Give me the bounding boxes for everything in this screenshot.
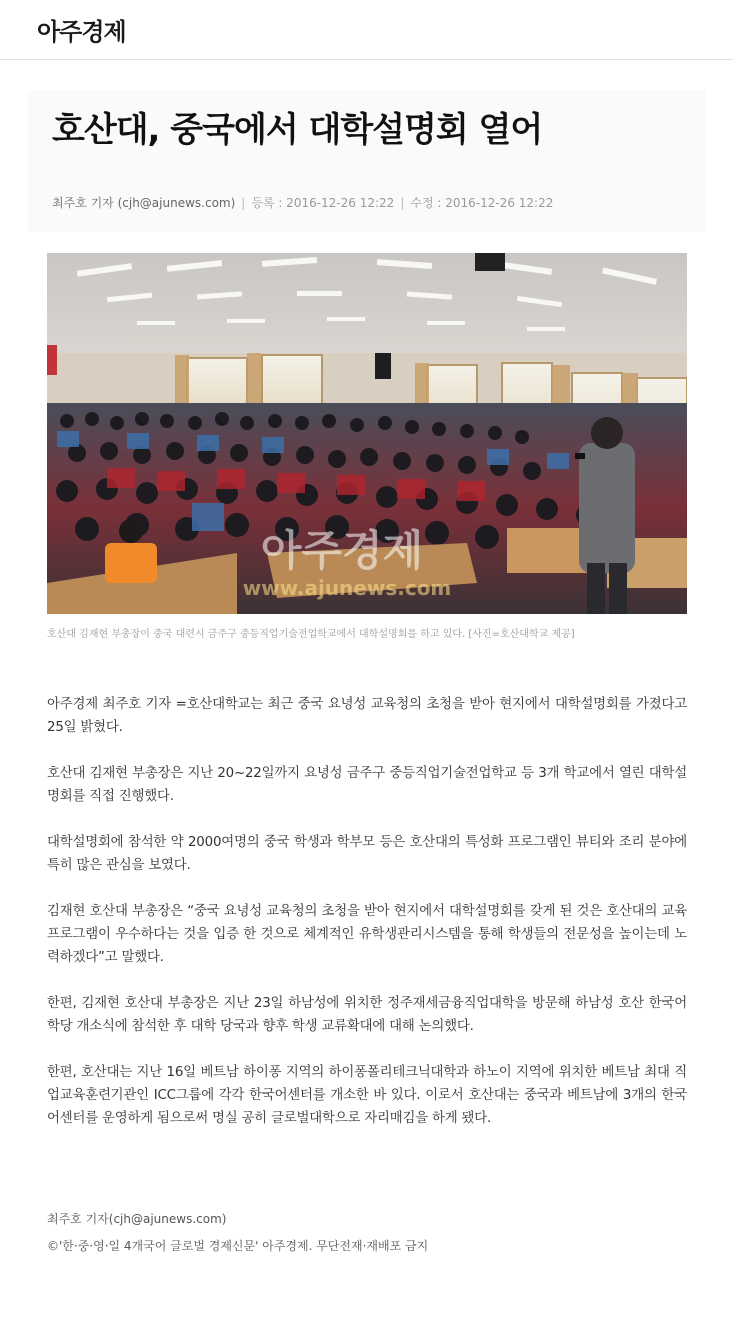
meta-separator: | [400, 196, 405, 210]
headline-section [28, 90, 706, 232]
article-meta [52, 194, 553, 211]
registered-date: 등록 : 2016-12-26 12:22 [251, 196, 395, 210]
copyright-notice: ©'한·중·영·일 4개국어 글로벌 경제신문' 아주경제. 무단전재·재배포 금지 [47, 1239, 429, 1253]
meta-separator: | [241, 196, 246, 210]
watermark-text: 아주경제 [260, 526, 424, 575]
site-logo[interactable]: 아주경제 [37, 18, 126, 46]
lecture-hall-photo [47, 253, 687, 614]
photo-caption: 호산대 김재현 부총장이 중국 대련시 금주구 중등직업기술전업학교에서 대학설명회를 하고 있다. [사진=호산대학교 제공] [47, 629, 575, 640]
paragraph: 김재현 호산대 부총장은 “중국 요녕성 교육청의 초청을 받아 현지에서 대학설명회를 갖게 된 것은 호산대의 교육 프로그램이 우수하다는 것을 입증 한 것으로 체계적인 유학생관리시스템을 통해 학생들의 전문성을 높이는데 노력하겠다”고 말했다. [47, 904, 687, 965]
paragraph: 호산대 김재현 부총장은 지난 20~22일까지 요녕성 금주구 중등직업기술전업학교 등 3개 학교에서 열린 대학설명회를 직접 진행했다. [47, 766, 687, 804]
author-info: 최주호 기자 (cjh@ajunews.com) [52, 196, 236, 210]
watermark-url: www.ajunews.com [242, 576, 452, 600]
paragraph: 아주경제 최주호 기자 =호산대학교는 최근 중국 요녕성 교육청의 초청을 받아 현지에서 대학설명회를 가졌다고 25일 밝혔다. [47, 697, 687, 735]
modified-date: 수정 : 2016-12-26 12:22 [410, 196, 554, 210]
article-body [47, 693, 687, 1153]
paragraph: 한편, 호산대는 지난 16일 베트남 하이퐁 지역의 하이퐁폴리테크닉대학과 하노이 지역에 위치한 베트남 최대 직업교육훈련기관인 ICC그룹에 각각 한국어센터를 개소한 바 있다. 이로서 호산대는 중국과 베트남에 3개의 한국어센터를 운영하게 됨으로써 명실 공히 글로벌대학으로 자리매김을 하게 됐다. [47, 1065, 687, 1126]
site-header [0, 0, 733, 60]
article-photo [47, 253, 687, 614]
paragraph: 한편, 김재현 호산대 부총장은 지난 23일 하남성에 위치한 정주재세금융직업대학을 방문해 하남성 호산 한국어학당 개소식에 참석한 후 대학 당국과 향후 학생 교류확대에 대해 논의했다. [47, 996, 687, 1034]
article-byline: 최주호 기자(cjh@ajunews.com) [47, 1212, 227, 1226]
projector [475, 253, 505, 271]
article-title: 호산대, 중국에서 대학설명회 열어 [52, 110, 543, 150]
paragraph: 대학설명회에 참석한 약 2000여명의 중국 학생과 학부모 등은 호산대의 특성화 프로그램인 뷰티와 조리 분야에 특히 많은 관심을 보였다. [47, 835, 687, 873]
